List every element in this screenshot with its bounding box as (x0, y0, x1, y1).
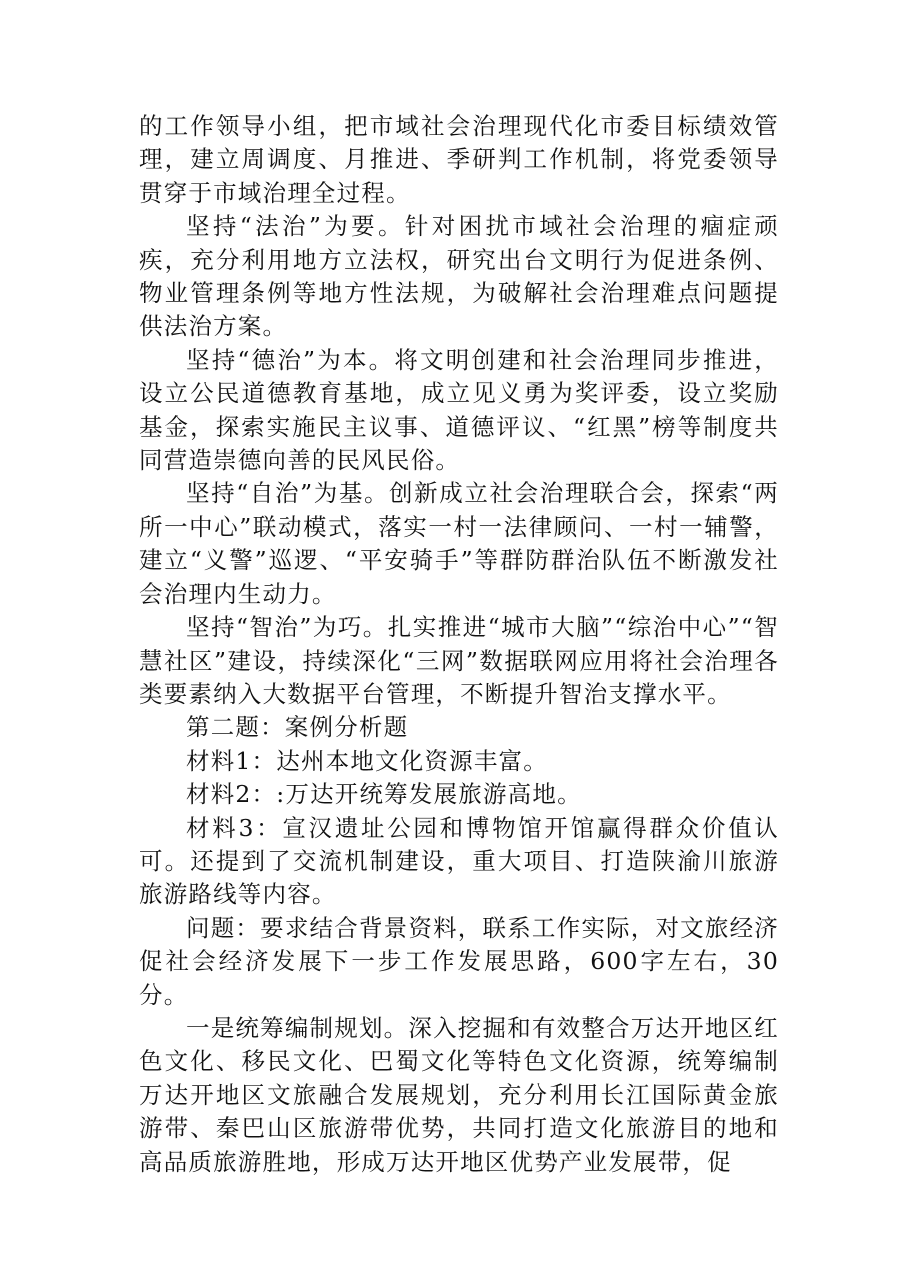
answer-point-1: 一是统筹编制规划。深入挖掘和有效整合万达开地区红色文化、移民文化、巴蜀文化等特色文化资源，统筹编制万达开地区文旅融合发展规划，充分利用长江国际黄金旅游带、秦巴山区旅游带优势，共同打造文化旅游目的地和高品质旅游胜地，形成万达开地区优势产业发展带，促 (139, 1013, 779, 1176)
paragraph-rule-of-law: 坚持“法治”为要。针对困扰市域社会治理的痼症顽疾，充分利用地方立法权，研究出台文明行为促进条例、物业管理条例等地方性法规，为破解社会治理难点问题提供法治方案。 (139, 212, 779, 341)
section-heading-question-2: 第二题：案例分析题 (186, 713, 409, 742)
paragraph-smart-governance: 坚持“智治”为巧。扎实推进“城市大脑”“综治中心”“智慧社区”建设，持续深化“三网”数据联网应用将社会治理各类要素纳入大数据平台管理，不断提升智治支撑水平。 (139, 613, 779, 708)
document-body (139, 110, 779, 1179)
material-2: 材料2：:万达开统筹发展旅游高地。 (186, 780, 582, 809)
paragraph-rule-of-virtue: 坚持“德治”为本。将文明创建和社会治理同步推进，设立公民道德教育基地，成立见义勇为奖评委，设立奖励基金，探索实施民主议事、道德评议、“红黑”榜等制度共同营造崇德向善的民风民俗。 (139, 345, 779, 475)
paragraph-self-governance: 坚持“自治”为基。创新成立社会治理联合会，探索“两所一中心”联动模式，落实一村一法律顾问、一村一辅警，建立“义警”巡逻、“平安骑手”等群防群治队伍不断激发社会治理内生动力。 (139, 479, 779, 608)
material-3: 材料3：宣汉遗址公园和博物馆开馆赢得群众价值认可。还提到了交流机制建设，重大项目、打造陕渝川旅游旅游路线等内容。 (139, 813, 779, 909)
material-1: 材料1：达州本地文化资源丰富。 (186, 746, 548, 775)
question-prompt: 问题：要求结合背景资料，联系工作实际，对文旅经济促社会经济发展下一步工作发展思路，600字左右，30分。 (139, 913, 779, 1009)
paragraph-1: 的工作领导小组，把市域社会治理现代化市委目标绩效管理，建立周调度、月推进、季研判工作机制，将党委领导贯穿于市域治理全过程。 (139, 112, 779, 207)
